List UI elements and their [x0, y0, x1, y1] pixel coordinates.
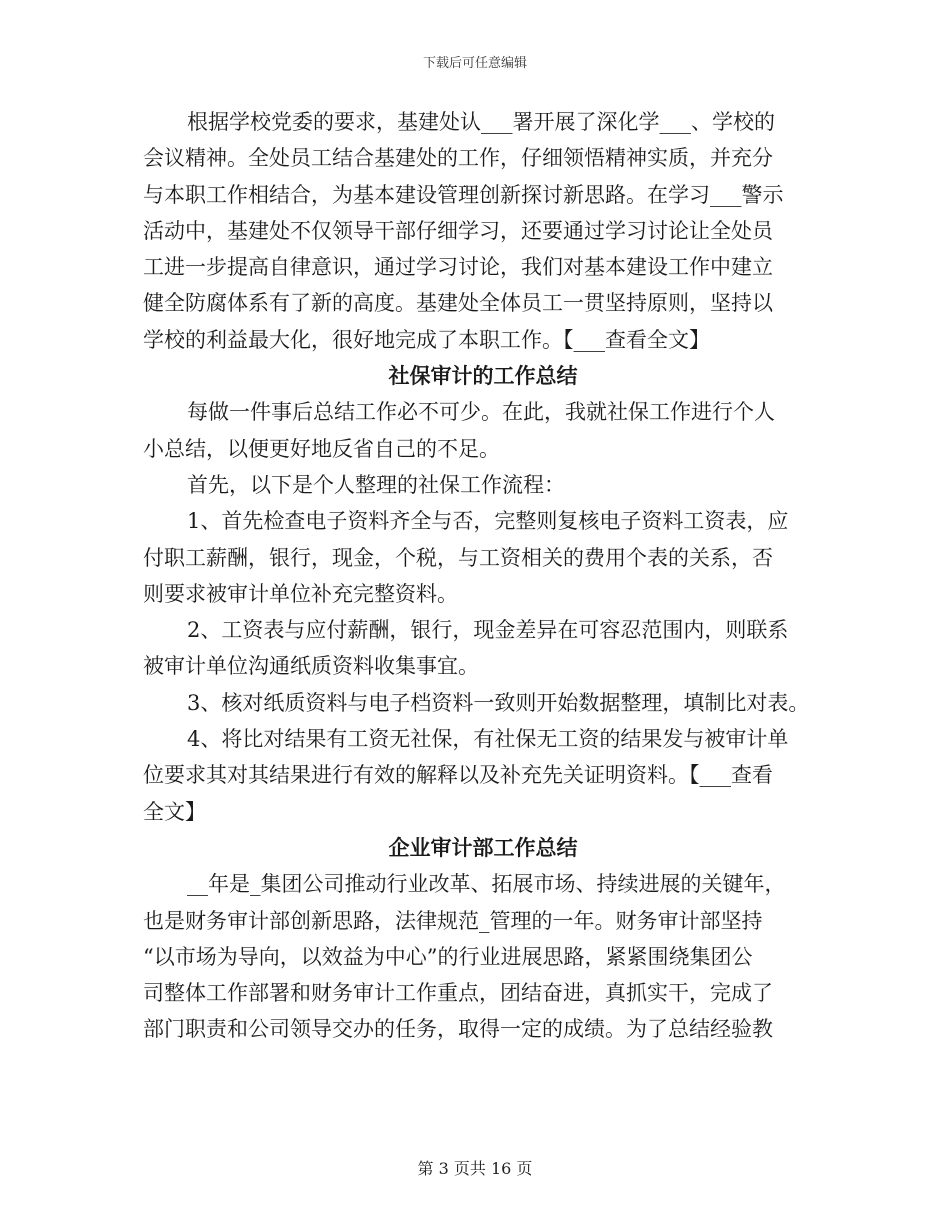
paragraph-line: 则要求被审计单位补充完整资料。 [143, 581, 458, 606]
section-1 [143, 104, 823, 358]
paragraph-line: 部门职责和公司领导交办的任务，取得一定的成绩。为了总结经验教 [143, 1017, 773, 1042]
paragraph-line: 活动中，基建处不仅领导干部仔细学习，还要通过学习讨论让全处员 [143, 218, 773, 243]
paragraph-line: 付职工薪酬，银行，现金，个税，与工资相关的费用个表的关系，否 [143, 545, 773, 570]
paragraph-line: 会议精神。全处员工结合基建处的工作，仔细领悟精神实质，并充分 [143, 146, 773, 171]
paragraph-line: 位要求其对其结果进行有效的解释以及补充先关证明资料。【___查看 [143, 763, 773, 788]
paragraph-line: 1、首先检查电子资料齐全与否，完整则复核电子资料工资表，应 [187, 509, 789, 534]
paragraph-line: __年是_集团公司推动行业改革、拓展市场、持续进展的关键年， [187, 872, 786, 897]
paragraph-line: 首先，以下是个人整理的社保工作流程： [187, 472, 565, 497]
section-3 [143, 830, 823, 1048]
paragraph-line: 也是财务审计部创新思路，法律规范_管理的一年。财务审计部坚持 [143, 908, 763, 933]
paragraph-line: 学校的利益最大化，很好地完成了本职工作。【___查看全文】 [143, 327, 710, 352]
paragraph-line: 与本职工作相结合，为基本建设管理创新探讨新思路。在学习___警示 [143, 182, 784, 207]
paragraph-line: “以市场为导向，以效益为中心”的行业进展思路，紧紧围绕集团公 [143, 944, 753, 969]
paragraph-line: 被审计单位沟通纸质资料收集事宜。 [143, 654, 479, 679]
section-title: 企业审计部工作总结 [388, 834, 578, 860]
section-title: 社保审计的工作总结 [388, 363, 578, 389]
paragraph-line: 小总结，以便更好地反省自己的不足。 [143, 436, 500, 461]
page-header: 下载后可任意编辑 [422, 56, 527, 71]
paragraph-line: 2、工资表与应付薪酬，银行，现金差异在可容忍范围内，则联系 [187, 618, 789, 643]
paragraph-line: 全文】 [143, 799, 206, 824]
paragraph-line: 工进一步提高自律意识，通过学习讨论，我们对基本建设工作中建立 [143, 255, 773, 280]
paragraph-line: 3、核对纸质资料与电子档资料一致则开始数据整理，填制比对表。 [187, 690, 810, 715]
paragraph-line: 每做一件事后总结工作必不可少。在此，我就社保工作进行个人 [187, 400, 775, 425]
paragraph-line: 4、将比对结果有工资无社保，有社保无工资的结果发与被审计单 [187, 727, 789, 752]
document-body [143, 104, 823, 1048]
section-2 [143, 358, 823, 830]
paragraph-line: 健全防腐体系有了新的高度。基建处全体员工一贯坚持原则，坚持以 [143, 291, 773, 316]
paragraph-line: 根据学校党委的要求，基建处认___署开展了深化学___、学校的 [187, 110, 775, 134]
page-footer: 第 3 页共 16 页 [417, 1159, 533, 1178]
paragraph-line: 司整体工作部署和财务审计工作重点，团结奋进，真抓实干，完成了 [143, 981, 773, 1006]
